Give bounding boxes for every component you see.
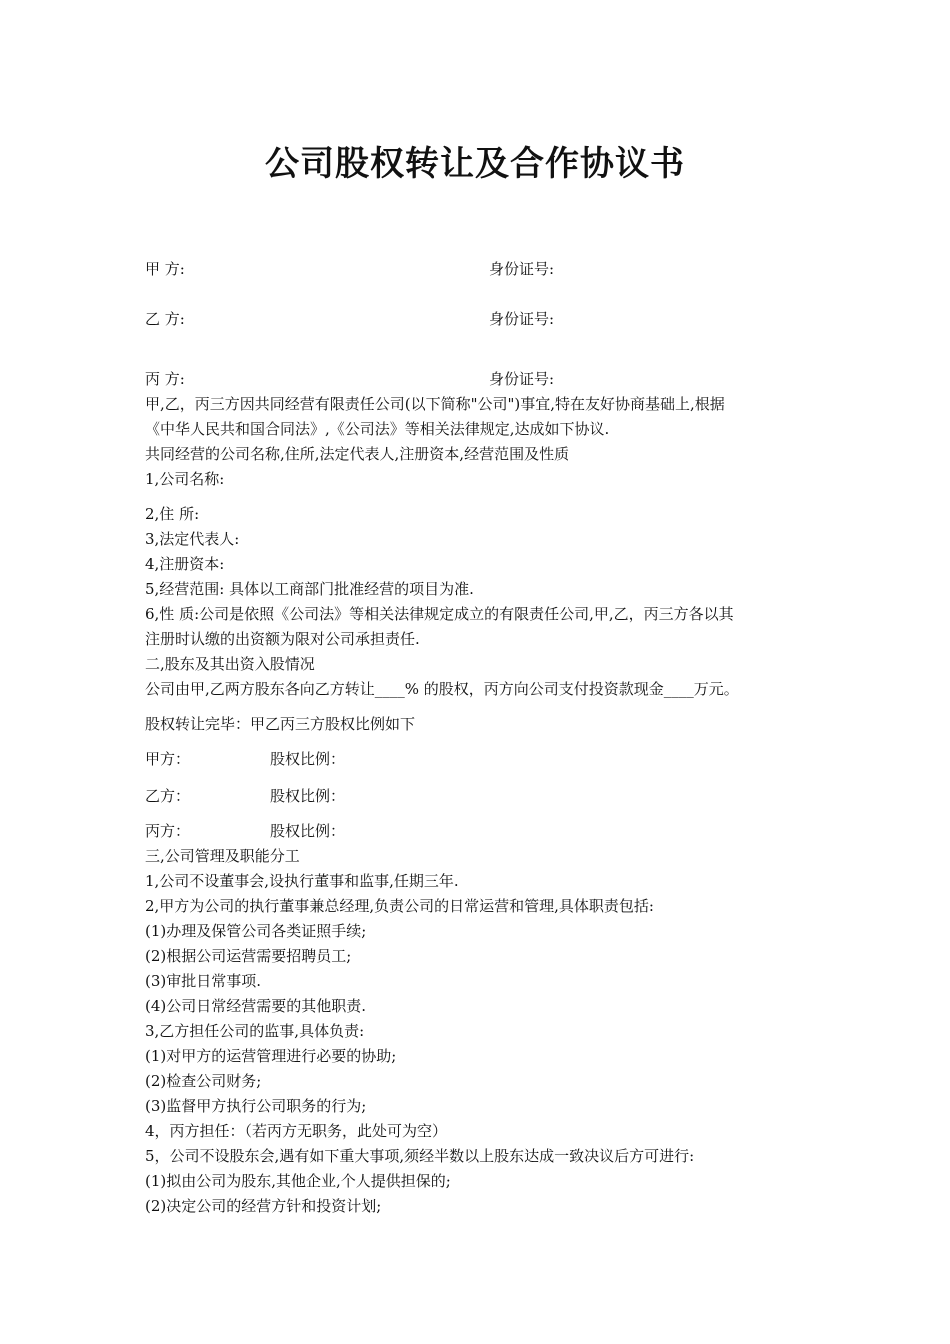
business-scope-line: 5,经营范围: 具体以工商部门批准经营的项目为准. (145, 580, 474, 598)
party-a-label: 甲 方: (145, 260, 185, 278)
section-2-heading: 二,股东及其出资入股情况 (145, 655, 315, 673)
clause-line: (3)监督甲方执行公司职务的行为; (145, 1097, 367, 1115)
party-b-id-label: 身份证号: (489, 310, 555, 328)
ratio-label-a: 股权比例： (270, 750, 346, 768)
company-nature-line-2: 注册时认缴的出资额为限对公司承担责任. (145, 630, 420, 648)
clause-line: 2,甲方为公司的执行董事兼总经理,负责公司的日常运营和管理,具体职责包括: (145, 897, 654, 915)
party-b-label: 乙 方: (145, 310, 185, 328)
clause-line: (1)对甲方的运营管理进行必要的协助; (145, 1047, 397, 1065)
equity-ratio-intro: 股权转让完毕：甲乙丙三方股权比例如下 (145, 715, 416, 733)
company-name-label: 1,公司名称: (145, 470, 225, 488)
address-label: 2,住 所: (145, 505, 200, 523)
ratio-label-c: 股权比例： (270, 822, 346, 840)
ratio-label-b: 股权比例： (270, 787, 346, 805)
clause-line: 5，公司不设股东会,遇有如下重大事项,须经半数以上股东达成一致决议后方可进行: (145, 1147, 695, 1165)
party-c-label: 丙 方: (145, 370, 185, 388)
clause-line: 1,公司不设董事会,设执行董事和监事,任期三年. (145, 872, 459, 890)
clause-line: (2)决定公司的经营方针和投资计划; (145, 1197, 382, 1215)
party-a-id-label: 身份证号: (489, 260, 555, 278)
intro-line-2: 《中华人民共和国合同法》,《公司法》等相关法律规定,达成如下协议. (145, 420, 610, 438)
clause-line: (2)根据公司运营需要招聘员工; (145, 947, 352, 965)
clause-line: (4)公司日常经营需要的其他职责. (145, 997, 367, 1015)
section-3-heading: 三,公司管理及职能分工 (145, 847, 300, 865)
document-title: 公司股权转让及合作协议书 (265, 144, 685, 184)
ratio-party-a: 甲方： (145, 750, 191, 768)
clause-line: (3)审批日常事项. (145, 972, 262, 990)
party-c-id-label: 身份证号: (489, 370, 555, 388)
section-1-heading: 共同经营的公司名称,住所,法定代表人,注册资本,经营范围及性质 (145, 445, 570, 463)
registered-capital-label: 4,注册资本: (145, 555, 225, 573)
intro-line-1: 甲,乙，丙三方因共同经营有限责任公司(以下简称"公司")事宜,特在友好协商基础上,根据 (145, 395, 725, 413)
ratio-party-b: 乙方： (145, 787, 191, 805)
clause-line: (2)检查公司财务; (145, 1072, 262, 1090)
ratio-party-c: 丙方： (145, 822, 191, 840)
clause-line: 3,乙方担任公司的监事,具体负责: (145, 1022, 365, 1040)
legal-rep-label: 3,法定代表人: (145, 530, 240, 548)
equity-transfer-text: 公司由甲,乙两方股东各向乙方转让____% 的股权，丙方向公司支付投资款现金____万元。 (145, 680, 739, 698)
clause-line: (1)办理及保管公司各类证照手续; (145, 922, 367, 940)
clause-line: 4，丙方担任：（若丙方无职务，此处可为空） (145, 1122, 448, 1140)
clause-line: (1)拟由公司为股东,其他企业,个人提供担保的; (145, 1172, 451, 1190)
company-nature-line-1: 6,性 质:公司是依照《公司法》等相关法律规定成立的有限责任公司,甲,乙，丙三方各以其 (145, 605, 734, 623)
